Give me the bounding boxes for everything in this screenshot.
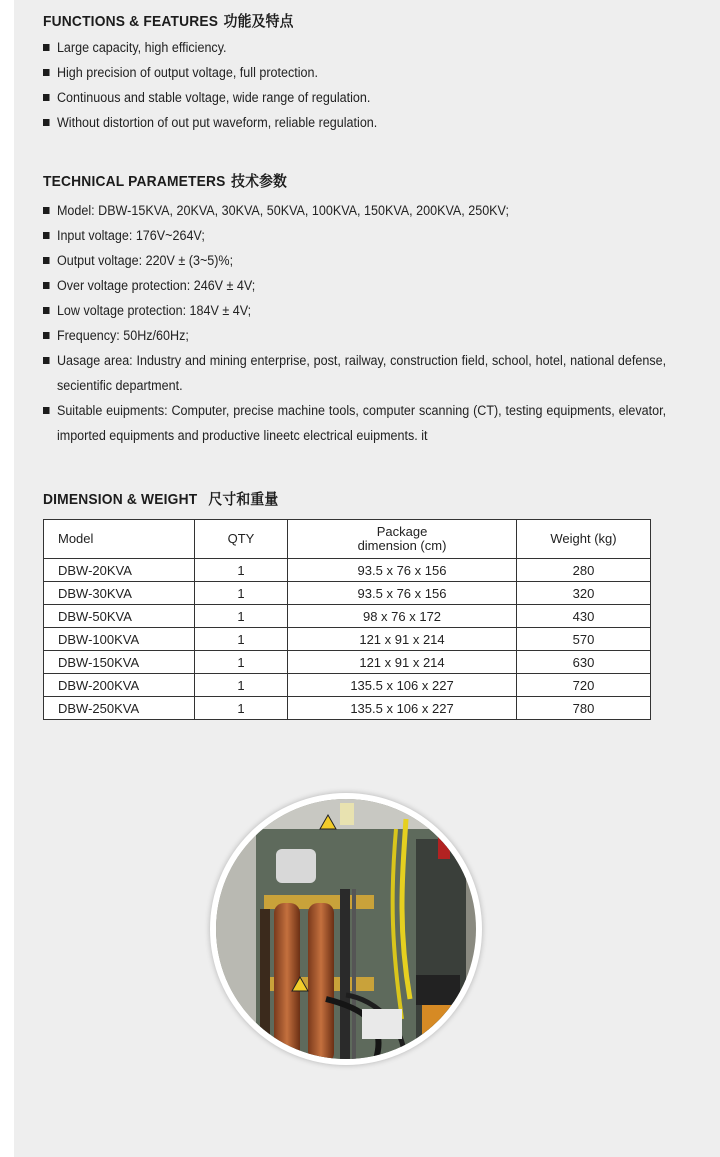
cell-dimension: 121 x 91 x 214: [288, 628, 517, 651]
bullet-square-icon: [43, 357, 50, 364]
list-item: [43, 273, 666, 298]
bullet-square-icon: [43, 257, 50, 264]
product-photo: [210, 793, 482, 1065]
table-row: [44, 628, 651, 651]
technical-title-en: TECHNICAL PARAMETERS: [43, 173, 226, 190]
cell-weight: 430: [517, 605, 651, 628]
list-item: [43, 110, 666, 135]
cell-dimension: 98 x 76 x 172: [288, 605, 517, 628]
dimension-title-cn: 尺寸和重量: [208, 490, 279, 508]
functions-title: [43, 10, 294, 31]
cell-model: DBW-50KVA: [44, 605, 195, 628]
header-weight: Weight (kg): [517, 520, 651, 559]
list-item: [43, 60, 666, 85]
header-model: Model: [44, 520, 195, 559]
cell-qty: 1: [195, 628, 288, 651]
bullet-square-icon: [43, 69, 50, 76]
cell-weight: 320: [517, 582, 651, 605]
cell-qty: 1: [195, 674, 288, 697]
cell-dimension: 93.5 x 76 x 156: [288, 559, 517, 582]
header-qty: QTY: [195, 520, 288, 559]
table-row: [44, 651, 651, 674]
bullet-square-icon: [43, 232, 50, 239]
bullet-square-icon: [43, 332, 50, 339]
table-row: [44, 605, 651, 628]
cell-qty: 1: [195, 605, 288, 628]
bullet-square-icon: [43, 94, 50, 101]
cell-dimension: 93.5 x 76 x 156: [288, 582, 517, 605]
spec-page: [14, 0, 720, 1157]
technical-title-cn: 技术参数: [231, 172, 288, 190]
table-header-row: [44, 520, 651, 559]
list-item-text: Large capacity, high efficiency.: [56, 40, 227, 55]
table-row: [44, 674, 651, 697]
cell-qty: 1: [195, 559, 288, 582]
functions-list: [43, 35, 653, 135]
cell-model: DBW-200KVA: [44, 674, 195, 697]
list-item: [43, 348, 666, 398]
bullet-square-icon: [43, 207, 50, 214]
list-item: [43, 85, 666, 110]
list-item: [43, 35, 666, 60]
cell-weight: 630: [517, 651, 651, 674]
list-item: [43, 198, 666, 223]
cell-dimension: 121 x 91 x 214: [288, 651, 517, 674]
cell-weight: 780: [517, 697, 651, 720]
cell-model: DBW-30KVA: [44, 582, 195, 605]
cell-model: DBW-250KVA: [44, 697, 195, 720]
cell-dimension: 135.5 x 106 x 227: [288, 697, 517, 720]
cell-model: DBW-150KVA: [44, 651, 195, 674]
list-item-text: Suitable euipments: Computer, precise machine tools, computer scanning (CT), testing equipments, elevator, imported equipments and productive lineetc electrical euipments. it: [56, 403, 667, 443]
list-item-text: Model: DBW-15KVA, 20KVA, 30KVA, 50KVA, 100KVA, 150KVA, 200KVA, 250KV;: [56, 203, 509, 218]
cell-weight: 720: [517, 674, 651, 697]
bullet-square-icon: [43, 44, 50, 51]
list-item-text: Output voltage: 220V ± (3~5)%;: [56, 253, 234, 268]
table-row: [44, 559, 651, 582]
bullet-square-icon: [43, 119, 50, 126]
list-item: [43, 223, 666, 248]
regulator-interior-photo-icon: [216, 799, 476, 1059]
list-item-text: Over voltage protection: 246V ± 4V;: [56, 278, 256, 293]
dimension-title-en: DIMENSION & WEIGHT: [43, 491, 198, 508]
cell-qty: 1: [195, 582, 288, 605]
list-item-text: High precision of output voltage, full protection.: [56, 65, 318, 80]
table-row: [44, 697, 651, 720]
functions-title-cn: 功能及特点: [223, 12, 294, 30]
bullet-square-icon: [43, 307, 50, 314]
technical-list: [43, 198, 667, 448]
functions-title-en: FUNCTIONS & FEATURES: [43, 13, 219, 30]
list-item-text: Uasage area: Industry and mining enterprise, post, railway, construction field, school, hotel, national defense, secientific department.: [56, 353, 667, 393]
list-item-text: Frequency: 50Hz/60Hz;: [56, 328, 189, 343]
cell-qty: 1: [195, 697, 288, 720]
header-package-dimension: Package dimension (cm): [288, 520, 517, 559]
list-item-text: Input voltage: 176V~264V;: [56, 228, 205, 243]
cell-model: DBW-100KVA: [44, 628, 195, 651]
cell-weight: 280: [517, 559, 651, 582]
dimension-title: [43, 488, 278, 509]
cell-weight: 570: [517, 628, 651, 651]
list-item: [43, 248, 666, 273]
dimension-table: [43, 519, 651, 720]
list-item-text: Low voltage protection: 184V ± 4V;: [56, 303, 252, 318]
list-item: [43, 398, 666, 448]
list-item: [43, 298, 666, 323]
cell-dimension: 135.5 x 106 x 227: [288, 674, 517, 697]
table-row: [44, 582, 651, 605]
list-item-text: Continuous and stable voltage, wide range of regulation.: [56, 90, 371, 105]
cell-model: DBW-20KVA: [44, 559, 195, 582]
list-item: [43, 323, 666, 348]
bullet-square-icon: [43, 282, 50, 289]
bullet-square-icon: [43, 407, 50, 414]
list-item-text: Without distortion of out put waveform, reliable regulation.: [56, 115, 378, 130]
cell-qty: 1: [195, 651, 288, 674]
technical-title: [43, 170, 287, 191]
